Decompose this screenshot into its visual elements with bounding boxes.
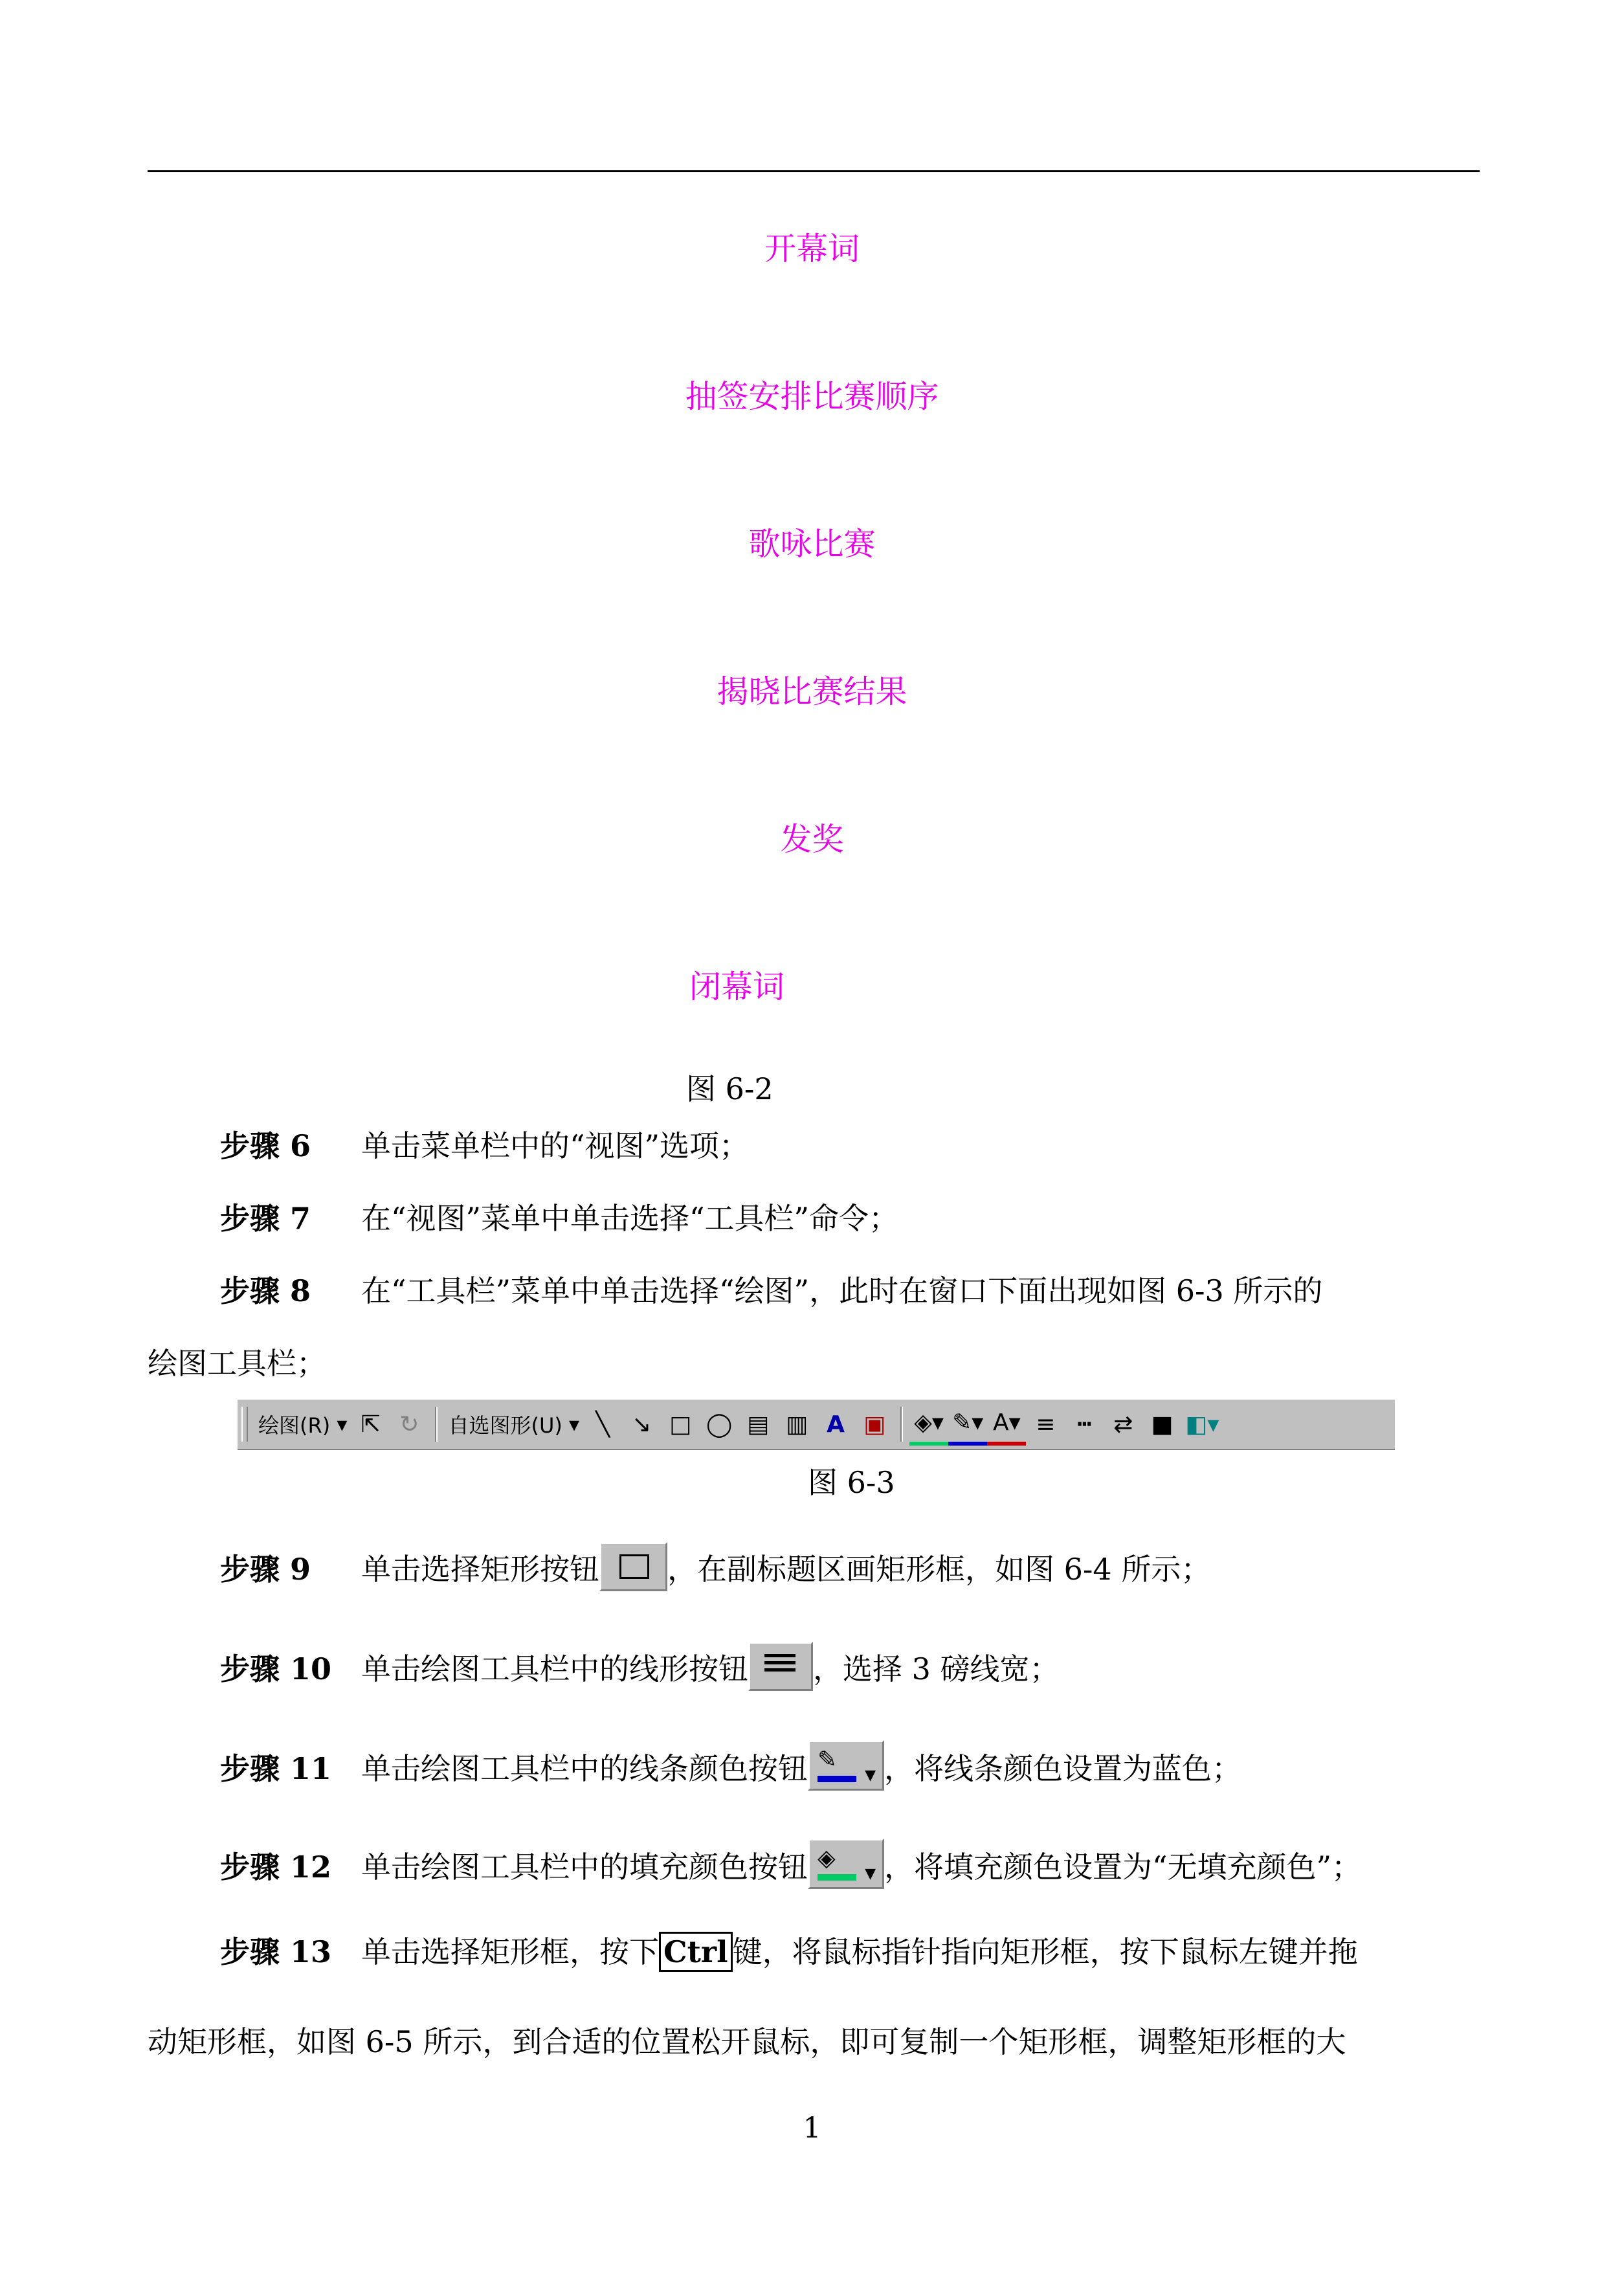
step-6 xyxy=(148,1126,749,1165)
fill-color-icon[interactable]: ◈▾ xyxy=(909,1403,948,1446)
step-text: ，选择 3 磅线宽； xyxy=(813,1651,1060,1686)
agenda-item-draw-lots: 抽签安排比赛顺序 xyxy=(685,378,939,415)
arrow-style-icon[interactable]: ⇄ xyxy=(1113,1411,1133,1438)
step-9 xyxy=(148,1542,1210,1591)
wordart-icon[interactable]: A xyxy=(827,1411,845,1438)
agenda-item-results: 揭晓比赛结果 xyxy=(717,673,907,710)
line-color-swatch xyxy=(818,1776,856,1782)
header-rule xyxy=(148,170,1480,172)
step-13-continued: 动矩形框，如图 6-5 所示，到合适的位置松开鼠标，即可复制一个矩形框，调整矩形框的大 xyxy=(148,2024,1346,2059)
fill-color-button[interactable] xyxy=(808,1839,884,1889)
step-12 xyxy=(148,1839,1361,1889)
shadow-icon[interactable]: ■ xyxy=(1151,1411,1174,1438)
step-label: 步骤 6 xyxy=(220,1128,311,1163)
cursor-arrow-icon[interactable]: ⇱ xyxy=(361,1411,381,1438)
step-8 xyxy=(148,1271,1322,1310)
step-label: 步骤 7 xyxy=(220,1201,311,1236)
font-color-icon[interactable]: A▾ xyxy=(987,1403,1026,1446)
step-text: 在“工具栏”菜单中单击选择“绘图”，此时在窗口下面出现如图 6-3 所示的 xyxy=(361,1273,1323,1308)
step-text: 单击绘图工具栏中的填充颜色按钮 xyxy=(361,1850,808,1885)
autoshapes-menu-label: 自选图形(U) xyxy=(448,1413,562,1438)
chevron-down-icon: ▼ xyxy=(865,1866,876,1882)
rectangle-icon[interactable]: □ xyxy=(669,1411,692,1438)
line-color-button[interactable] xyxy=(808,1740,884,1791)
step-13 xyxy=(148,1932,1358,1972)
arrow-icon[interactable]: ↘ xyxy=(632,1411,652,1438)
agenda-item-awards: 发奖 xyxy=(780,821,844,858)
step-text: 单击菜单栏中的“视图”选项； xyxy=(361,1128,750,1163)
clip-art-icon[interactable]: ▣ xyxy=(863,1411,886,1438)
agenda-item-opening: 开幕词 xyxy=(764,230,860,267)
step-text: 单击选择矩形框，按下 xyxy=(361,1934,659,1969)
chevron-down-icon: ▼ xyxy=(865,1767,876,1784)
step-text: ，在副标题区画矩形框，如图 6-4 所示； xyxy=(667,1552,1211,1587)
step-text: ，将线条颜色设置为蓝色； xyxy=(884,1751,1241,1786)
toolbar-separator xyxy=(435,1407,438,1442)
draw-menu-label: 绘图(R) xyxy=(258,1413,331,1438)
rectangle-icon xyxy=(619,1554,649,1579)
fill-color-swatch xyxy=(818,1874,856,1881)
dash-style-icon[interactable]: ┅ xyxy=(1077,1411,1092,1438)
step-text: 键，将鼠标指针指向矩形框，按下鼠标左键并拖 xyxy=(732,1934,1358,1969)
drawing-toolbar xyxy=(238,1398,1395,1450)
step-label: 步骤 11 xyxy=(220,1751,332,1786)
step-label: 步骤 9 xyxy=(220,1552,311,1587)
line-style-icon xyxy=(764,1654,795,1675)
agenda-item-singing: 歌咏比赛 xyxy=(748,526,876,563)
ctrl-key: Ctrl xyxy=(659,1932,733,1972)
oval-icon[interactable]: ◯ xyxy=(706,1411,733,1438)
toolbar-separator xyxy=(900,1407,903,1442)
step-10 xyxy=(148,1642,1060,1691)
step-text: 单击绘图工具栏中的线形按钮 xyxy=(361,1651,748,1686)
rectangle-button[interactable] xyxy=(599,1542,667,1591)
page-number: 1 xyxy=(803,2112,821,2145)
step-label: 步骤 10 xyxy=(220,1651,332,1686)
step-text: ，将填充颜色设置为“无填充颜色”； xyxy=(884,1850,1362,1885)
line-color-icon: ✎ xyxy=(818,1747,838,1773)
line-style-button[interactable] xyxy=(748,1642,813,1691)
figure-6-2-caption: 图 6-2 xyxy=(686,1071,773,1106)
autoshapes-menu-button[interactable]: 自选图形(U) ▾ xyxy=(444,1405,583,1444)
draw-menu-button[interactable]: 绘图(R) ▾ xyxy=(254,1405,351,1444)
fill-color-icon: ◈ xyxy=(818,1845,836,1872)
3d-icon[interactable]: ◧▾ xyxy=(1185,1411,1219,1438)
agenda-item-closing: 闭幕词 xyxy=(689,968,785,1005)
step-8-continued: 绘图工具栏； xyxy=(148,1346,326,1381)
step-text: 单击绘图工具栏中的线条颜色按钮 xyxy=(361,1751,808,1786)
line-icon[interactable]: ╲ xyxy=(595,1411,610,1438)
step-text: 单击选择矩形按钮 xyxy=(361,1552,599,1587)
free-rotate-icon[interactable]: ↻ xyxy=(399,1411,419,1438)
step-label: 步骤 8 xyxy=(220,1273,311,1308)
step-label: 步骤 13 xyxy=(220,1934,332,1969)
toolbar-grip[interactable] xyxy=(241,1407,248,1442)
step-label: 步骤 12 xyxy=(220,1850,332,1885)
step-7 xyxy=(148,1199,898,1238)
line-color-icon[interactable]: ✎▾ xyxy=(948,1403,987,1446)
figure-6-3-caption: 图 6-3 xyxy=(808,1465,895,1500)
text-box-icon[interactable]: ▤ xyxy=(747,1411,770,1438)
line-style-icon[interactable]: ≡ xyxy=(1036,1411,1056,1438)
vertical-text-box-icon[interactable]: ▥ xyxy=(786,1411,808,1438)
step-11 xyxy=(148,1740,1241,1791)
step-text: 在“视图”菜单中单击选择“工具栏”命令； xyxy=(361,1201,899,1236)
